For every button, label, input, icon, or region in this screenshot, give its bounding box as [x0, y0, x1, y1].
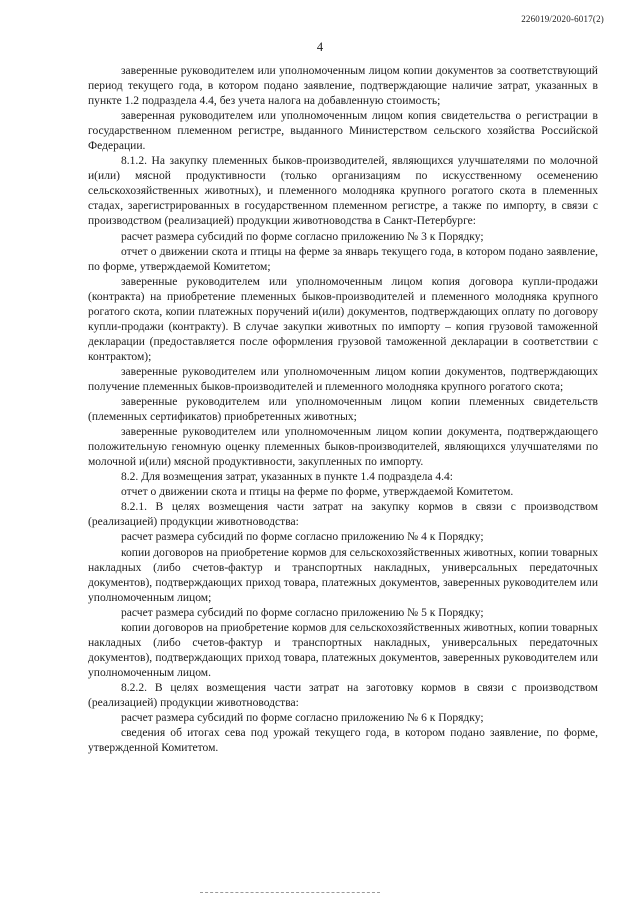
paragraph: расчет размера субсидий по форме согласно приложению № 6 к Порядку;: [121, 712, 484, 725]
paragraph: 8.2.1. В целях возмещения части затрат на закупку кормов в связи с производством (реализацией) продукции животноводства:: [88, 501, 598, 529]
paragraph: копии договоров на приобретение кормов для сельскохозяйственных животных, копии товарных накладных (либо счетов-фактур и транспортных накладных, универсальных передаточных документов), подтверждающих приход товара, платежных документов, заверенных руководителем или уполномоченным лицом;: [88, 546, 598, 604]
paragraph: расчет размера субсидий по форме согласно приложению № 3 к Порядку;: [121, 230, 484, 243]
paragraph: заверенные руководителем или уполномоченным лицом копии документов за соответствующий период текущего года, в котором подано заявление, подтверждающие наличие затрат, указанных в пункте 1.2 подраздела 4.4, без учета налога на добавленную стоимость;: [88, 65, 598, 108]
document-number: 226019/2020-6017(2): [521, 14, 604, 24]
page-number: 4: [316, 40, 324, 54]
paragraph: заверенные руководителем или уполномоченным лицом копии племенных свидетельств (племенных сертификатов) приобретенных животных;: [88, 396, 598, 424]
paragraph: заверенные руководителем или уполномоченным лицом копии документа, подтверждающего положительную геномную оценку племенных быков-производителей, являющихся улучшателями по молочной и(или) мясной продуктивности, закупленных по импорту.: [88, 426, 598, 469]
paragraph: 8.1.2. На закупку племенных быков-производителей, являющихся улучшателями по молочной и(или) мясной продуктивности (только организациям по искусственному осеменению сельскохозяйственных животных), и племенного молодняка крупного рогатого скота в племенных стадах, зарегистрированных в государственном племенном регистре, а также по импорту, в связи с производством (реализацией) продукции животноводства в Санкт-Петербурге:: [88, 155, 598, 228]
paragraph: заверенная руководителем или уполномоченным лицом копия свидетельства о регистрации в государственном племенном регистре, выданного Министерством сельского хозяйства Российской Федерации.: [88, 110, 598, 153]
paragraph: отчет о движении скота и птицы на ферме за январь текущего года, в котором подано заявление, по форме, утверждаемой Комитетом;: [88, 245, 598, 273]
paragraph: заверенные руководителем или уполномоченным лицом копии документов, подтверждающих получение племенных быков-производителей и племенного молодняка крупного рогатого скота;: [88, 365, 598, 393]
scan-footer-mark: [200, 892, 380, 895]
paragraph: расчет размера субсидий по форме согласно приложению № 4 к Порядку;: [121, 531, 484, 544]
paragraph: 8.2.2. В целях возмещения части затрат на заготовку кормов в связи с производством (реализацией) продукции животноводства:: [88, 681, 598, 709]
document-body: [88, 64, 598, 756]
paragraph: расчет размера субсидий по форме согласно приложению № 5 к Порядку;: [121, 606, 484, 619]
paragraph: заверенные руководителем или уполномоченным лицом копия договора купли-продажи (контракта) на приобретение племенных быков-производителей и племенного молодняка крупного рогатого скота, копии платежных поручений и(или) документов, подтверждающих оплату по договору купли-продажи (контракту). В случае закупки животных по импорту – копия грузовой таможенной декларации (предоставляется после оформления грузовой таможенной декларации в соответствии с контрактом);: [88, 275, 598, 363]
paragraph: отчет о движении скота и птицы на ферме по форме, утверждаемой Комитетом.: [121, 486, 514, 499]
paragraph: 8.2. Для возмещения затрат, указанных в пункте 1.4 подраздела 4.4:: [121, 471, 453, 484]
paragraph: сведения об итогах сева под урожай текущего года, в котором подано заявление, по форме, утвержденной Комитетом.: [88, 727, 598, 755]
paragraph: копии договоров на приобретение кормов для сельскохозяйственных животных, копии товарных накладных (либо счетов-фактур и транспортных накладных, универсальных передаточных документов), подтверждающих приход товара, платежных документов, заверенных руководителем или уполномоченным лицом.: [88, 621, 598, 679]
